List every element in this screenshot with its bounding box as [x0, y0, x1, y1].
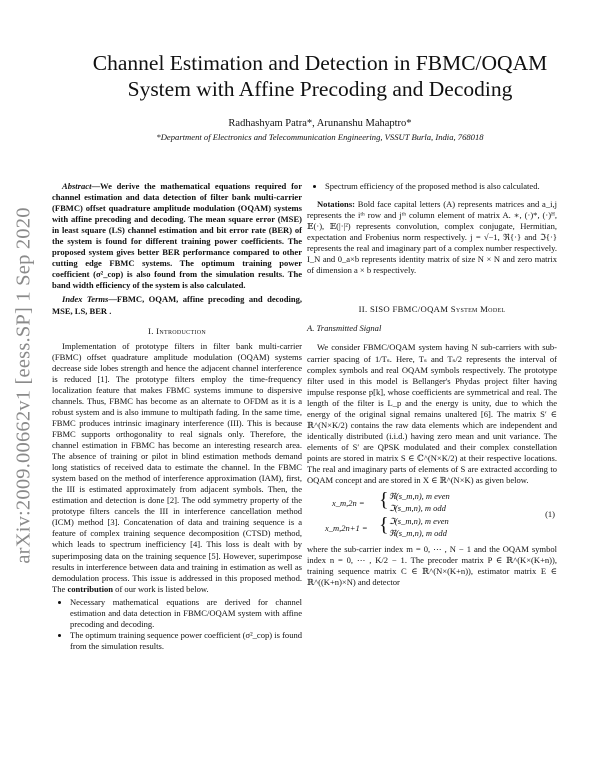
right-column: [307, 181, 557, 588]
contribution-item-3: • Spectrum efficiency of the proposed method is also calculated.: [325, 181, 557, 192]
abstract: [52, 181, 302, 291]
system-paragraph-2: where the sub-carrier index m = 0, ⋯ , N − 1 and the OQAM symbol index n = 0, ⋯ , K/2 − 1. The precoder matrix P ∈ ℝ^(K×(K+n)), training sequence matrix C ∈ ℝ^(N×(K+n)), estimator matrix E ∈ ℝ^((K+n)×N) and detector: [307, 544, 557, 588]
intro-text-end: of our work is listed below.: [113, 583, 209, 594]
subsection-a-heading: A. Transmitted Signal: [307, 323, 382, 334]
index-terms-label: Index Terms: [62, 294, 109, 305]
contribution-item-2: • The optimum training sequence power coefficient (σ²_cop) is found from the simulation results.: [70, 630, 302, 652]
index-terms-text: —FBMC, OQAM, affine precoding and decoding, MSE, LS, BER .: [52, 294, 302, 316]
intro-bold-word: contribution: [67, 583, 114, 594]
index-terms: [52, 294, 302, 316]
equation-brace-2: {: [379, 514, 389, 537]
equation-1: [307, 490, 557, 538]
section-1-heading: I. Introduction: [148, 325, 206, 336]
section-2-heading: II. SISO FBMC/OQAM System Model: [358, 304, 506, 315]
abstract-text: —We derive the mathematical equations required for channel estimation and data detection of filter bank multi-carrier (FBMC) offset quadrature amplitude modulation (OQAM) systems with affine precoding and decoding. The mean square error (MSE) in least square (LS) channel estimation and bit error rate (BER) of the system is found for different training power coefficients. The proposed system gives better BER performance compared to other cutting edge FBMC systems. The optimum training power coefficient (σ²_cop) is also found from the simulation results. The band width efficiency of the system is also calculated.: [52, 181, 302, 291]
notations-text: Bold face capital letters (A) represents matrices and a_i,j represents the iᵗʰ row and jᵗʰ column element of matrix A. ∗, (·)*, (·)ᴴ, 𝔼(·), 𝔼(|·|²) represents convolution, complex conjugate, Hermitian, expectation and Frobenius norm respectively. j = √−1, ℜ{·} and ℑ{·} represents the real and imaginary part of a complex number respectively. I_N and 0_a×b represents identity matrix of size N × N and zero matrix of dimension a × b respectively.: [307, 199, 557, 276]
authors: Radhashyam Patra*, Arunanshu Mahaptro*: [228, 118, 412, 129]
affiliation: *Department of Electronics and Telecommunication Engineering, VSSUT Burla, India, 768018: [156, 132, 484, 142]
title-line-1: Channel Estimation and Detection in FBMC/OQAM: [92, 51, 548, 75]
contribution-list: [52, 597, 302, 652]
equation-number: (1): [545, 509, 555, 520]
equation-row-2b: ℜ(s_m,n), m odd: [389, 528, 447, 539]
title-line-2: System with Affine Precoding and Decoding: [127, 77, 513, 101]
abstract-label: Abstract: [62, 181, 92, 191]
intro-paragraph: [52, 341, 302, 595]
equation-row-1a: ℜ(s_m,n), m even: [389, 491, 450, 502]
equation-row-1b: ℑ(s_m,n), m odd: [389, 503, 446, 514]
equation-row-2a: ℑ(s_m,n), m even: [389, 516, 449, 527]
equation-brace-1: {: [379, 489, 389, 512]
notations-label: Notations:: [317, 199, 355, 210]
arxiv-watermark: [6, 190, 42, 580]
equation-lhs-1: x_m,2n =: [332, 498, 365, 509]
system-paragraph-1: We consider FBMC/OQAM system having N sub-carriers with sub-carrier spacing of 1/Tₛ. Here, Tₛ and Tₛ/2 represents the interval of complex symbols and real OQAM symbols respectively. The prototype filter used in this model is Bellanger's Phydas project filter having impulse response p[k], whose coefficients are symmetrical and real. The length of the filter is L_p and the energy is unity, due to which the energy of the original signal remains unaltered [6]. The matrix S′ ∈ ℝ^(N×K/2) contains the raw data elements which are independent and identically distributed (i.i.d.) having zero mean and unit variance. The elements of S′ are QPSK modulated and their complex constellation points are stored in matrix S ∈ ℂ^(N×K/2) at their respective locations. The real and imaginary parts of elements of S are extracted according to OQAM concept and are stored in X ∈ ℝ^(N×K) as given below.: [307, 342, 557, 486]
contribution-list-cont: [307, 181, 557, 192]
paper-title: [40, 50, 600, 102]
arxiv-id: arXiv:2009.00662v1 [eess.SP] 1 Sep 2020: [12, 206, 35, 564]
left-column: [52, 181, 302, 652]
equation-lhs-2: x_m,2n+1 =: [325, 523, 368, 534]
notations-paragraph: [307, 199, 557, 276]
intro-text: Implementation of prototype filters in filter bank multi-carrier (FBMC) offset quadrature amplitude modulation (OQAM) systems decrease side lobes strength and hence the adjacent channel interference is reduced [1]. The prototype filters employ the time-frequency localization feature that makes FBMC systems immune to dispersive channels. Thus, FBMC has become as an alternate to OFDM as it is a robust system and is also immune to multipath fading. In the same time, FBMC produces intrinsic imaginary interference (III). This is because FBMC supports orthogonality to real signals only. Therefore, the channel estimation in FBMC has become an interesting research area. The absence of training or pilot in blind estimation methods demand long statistics of received data to estimate the channel. In the FBMC system based on the method of interference approximation (IAM), first, the III is estimated approximately from adjacent symbols. Then, the estimation and detection is done [2]. The odd symmetry property of the prototype filters cancels the III in interference cancellation method (ICM) method [3]. Concatenation of data and training sequence is a feature of complex training sequence decomposition (CTSD) method, which leads to spectrum inefficiency [4]. This loss is dealt with by superimposing data on the training sequence [5]. However, superimpose results in interference between data and training in estimation as well as demodulation process. This issue is addressed in this proposed method. The: [52, 340, 302, 594]
contribution-item-1: • Necessary mathematical equations are derived for channel estimation and data detection in FBMC/OQAM system with affine precoding and decoding.: [70, 597, 302, 630]
